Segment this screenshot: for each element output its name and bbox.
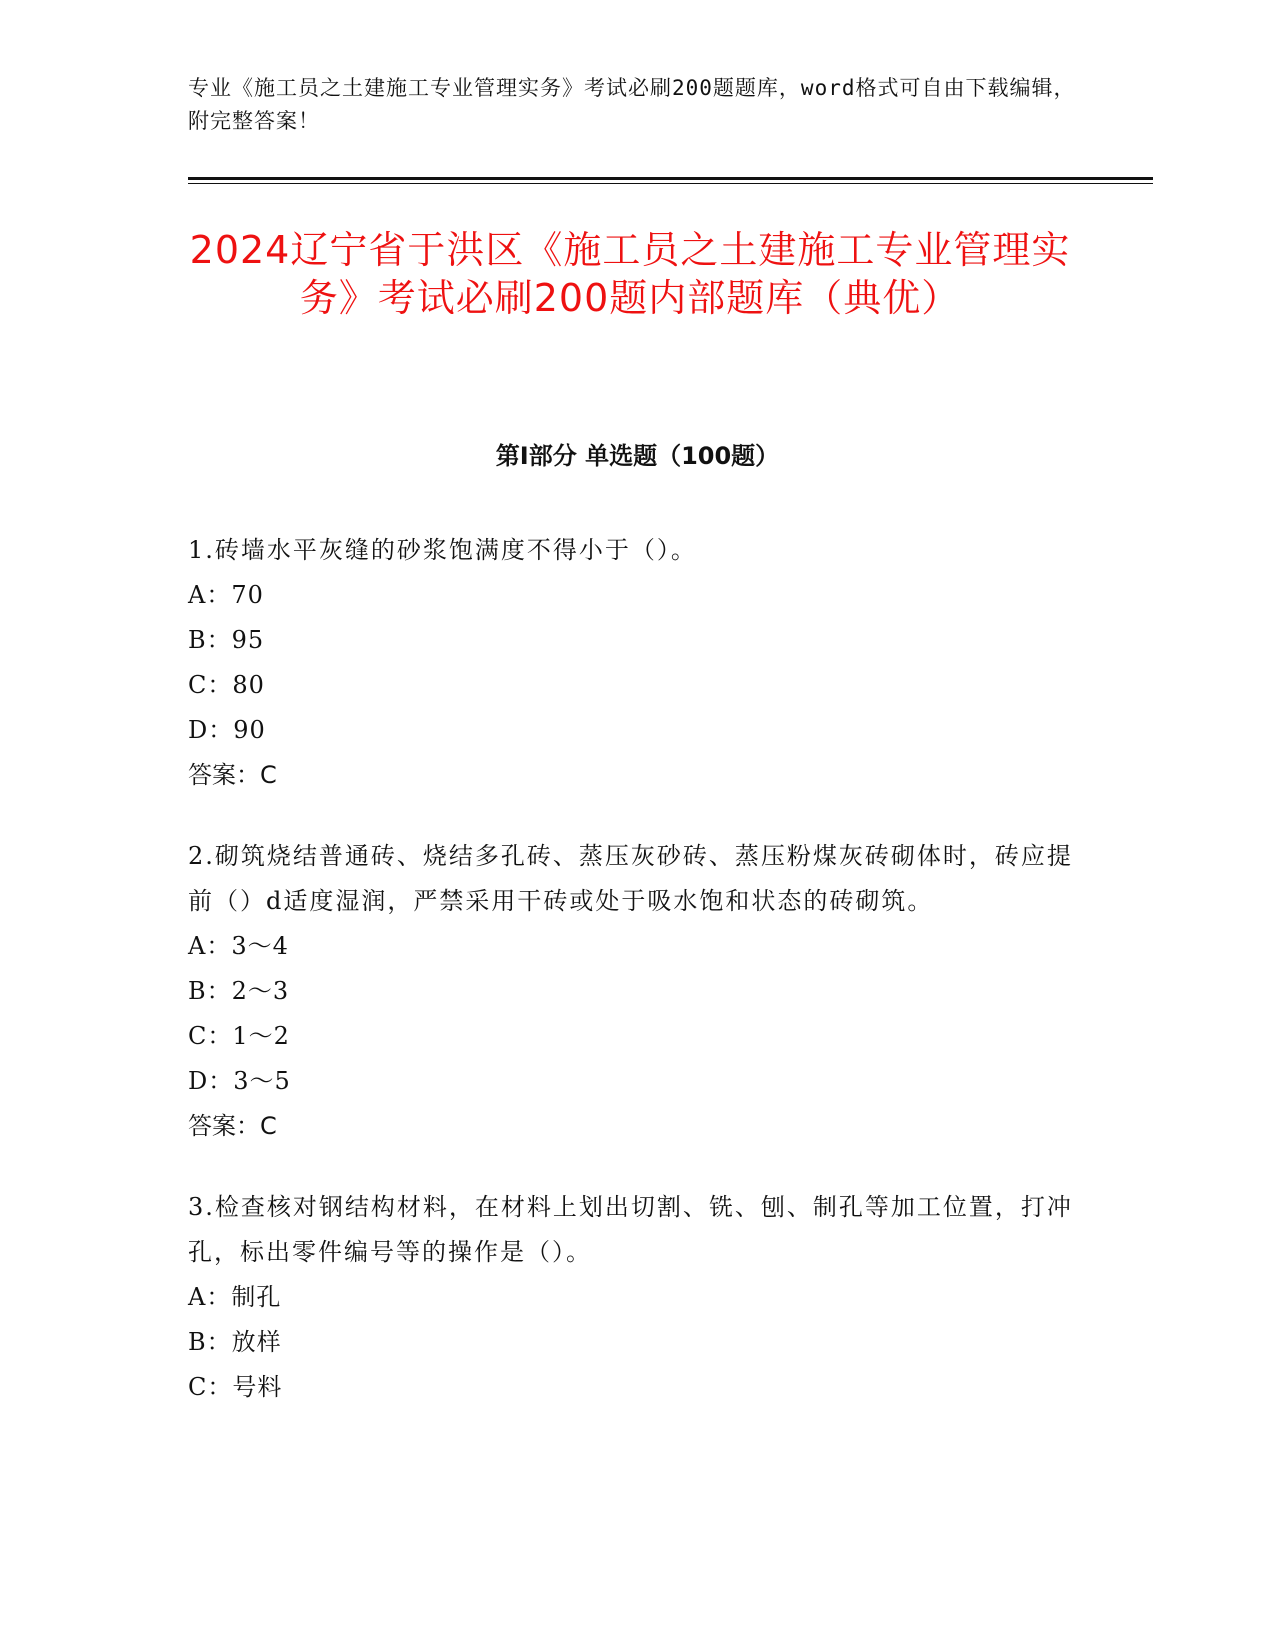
option-d: D：90: [188, 716, 266, 744]
option-a: A：3～4: [188, 932, 289, 960]
option-a: A：70: [188, 581, 264, 609]
answer-line: 答案：C: [188, 1112, 277, 1140]
question-1: [188, 528, 1088, 798]
option-b: B：2～3: [188, 977, 290, 1005]
question-stem: 2.砌筑烧结普通砖、烧结多孔砖、蒸压灰砂砖、蒸压粉煤灰砖砌体时，砖应提前（）d适度湿润，严禁采用干砖或处于吸水饱和状态的砖砌筑。: [188, 842, 1073, 915]
header-note: 专业《施工员之土建施工专业管理实务》考试必刷200题题库，word格式可自由下载编辑，附完整答案！: [188, 76, 1076, 133]
answer-line: 答案：C: [188, 761, 277, 789]
question-stem: 3.检查核对钢结构材料，在材料上划出切割、铣、刨、制孔等加工位置，打冲孔，标出零件编号等的操作是（）。: [188, 1193, 1073, 1266]
option-b: B：95: [188, 626, 265, 654]
option-b: B：放样: [188, 1328, 282, 1356]
question-stem: 1.砖墙水平灰缝的砂浆饱满度不得小于（）。: [188, 536, 697, 564]
document-title: 2024辽宁省于洪区《施工员之土建施工专业管理实务》考试必刷200题内部题库（典优）: [189, 228, 1071, 320]
option-c: C：1～2: [188, 1022, 290, 1050]
question-list: [188, 528, 1088, 1446]
option-c: C：80: [188, 671, 265, 699]
question-3: [188, 1185, 1088, 1410]
question-2: [188, 834, 1088, 1149]
header-divider: [188, 177, 1153, 184]
option-d: D：3～5: [188, 1067, 291, 1095]
section-title: 第Ⅰ部分 单选题（100题）: [495, 442, 780, 470]
option-c: C：号料: [188, 1373, 283, 1401]
option-a: A：制孔: [188, 1283, 282, 1311]
